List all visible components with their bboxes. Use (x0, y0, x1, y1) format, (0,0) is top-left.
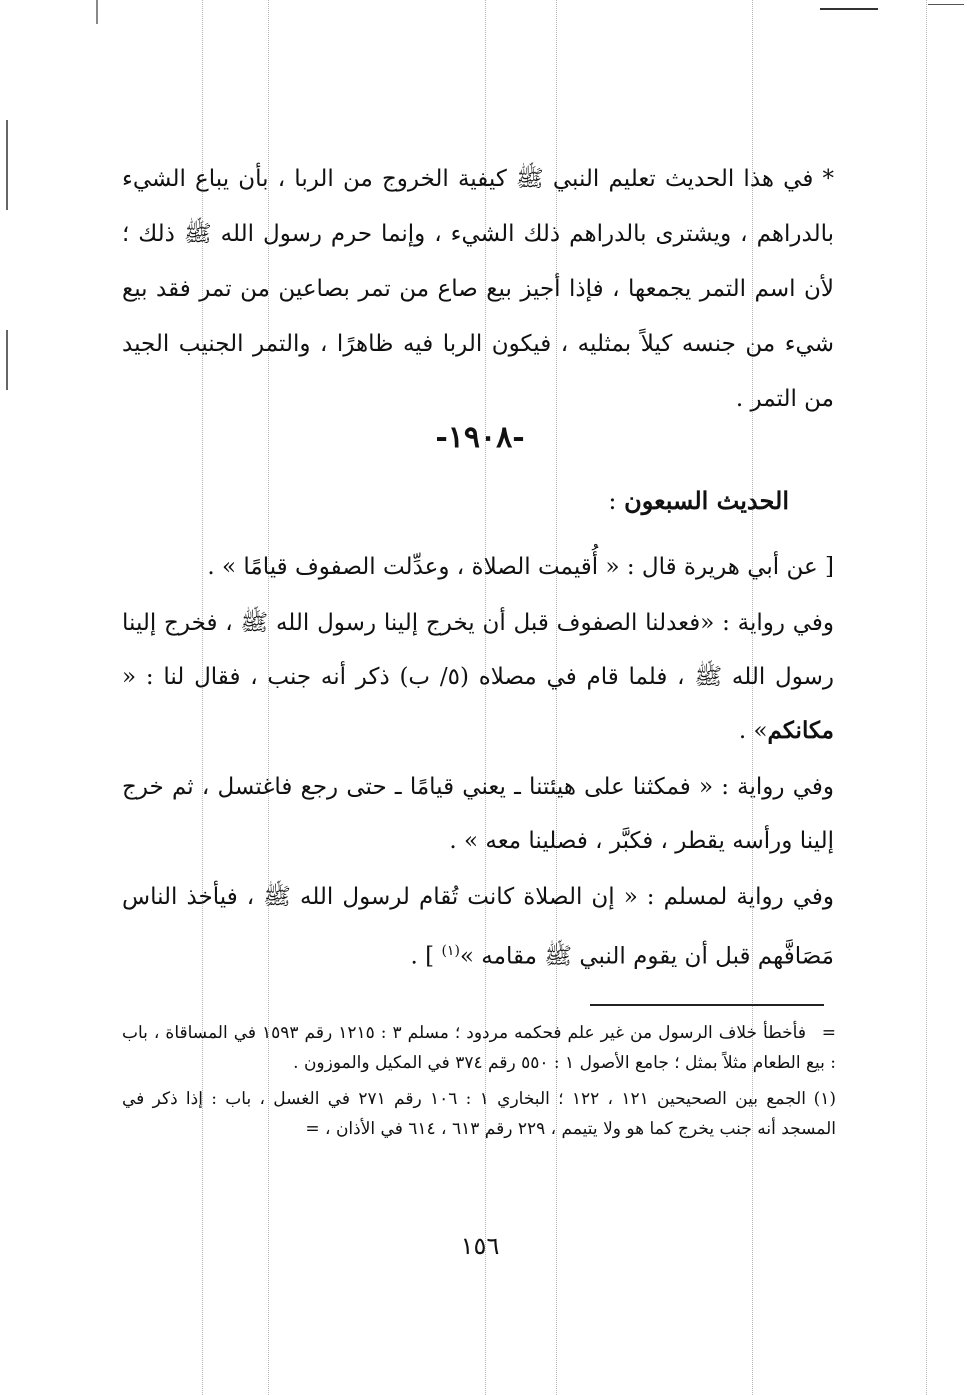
edge-mark (6, 330, 8, 390)
commentary-text: في هذا الحديث تعليم النبي ﷺ كيفية الخروج من الربا ، بأن يباع الشيء بالدراهم ، ويشترى بالدراهم ذلك الشيء ، وإنما حرم رسول الله ﷺ ذلك ؛ لأن اسم التمر يجمعها ، فإذا أجيز بيع صاع من تمر بصاعين من تمر فقد بيع شيء من جنسه كيلاً بمثليه ، فيكون الربا فيه ظاهرًا ، والتمر الجنيب الجيد من التمر . (122, 166, 834, 412)
hadith-heading-colon: : (608, 487, 625, 515)
hadith-text-block (122, 540, 834, 984)
hadith-heading (608, 486, 789, 515)
bullet-asterisk: * (822, 166, 834, 192)
hadith-heading-text: الحديث السبعون (624, 486, 789, 515)
footnote-1-mark: (١) (813, 1089, 836, 1109)
hadith-paragraph-2 (122, 596, 834, 758)
continuation-mark: = (821, 1023, 836, 1043)
paragraph-2-bold-word: مكانكم (767, 717, 834, 744)
footnote-continuation (122, 1018, 836, 1078)
footnote-1-text: الجمع بين الصحيحين ١٢١ ، ١٢٢ ؛ البخاري ١ : ١٠٦ رقم ٢٧١ في الغسل ، باب : إذا ذكر في المسجد أنه جنب يخرج كما هو ولا يتيمم ، ٢٢٩ رقم ٦١٣ ، ٦١٤ في الأذان ، = (122, 1089, 836, 1139)
footnote-continuation-text: فأخطأ خلاف الرسول من غير علم فحكمه مردود ؛ مسلم ٣ : ١٢١٥ رقم ١٥٩٣ في المساقاة ، باب : بيع الطعام مثلاً بمثل ؛ جامع الأصول ١ : ٥٥٠ رقم ٣٧٤ في المكيل والموزون . (122, 1023, 836, 1073)
edge-mark (96, 0, 98, 24)
page-number: ١٥٦ (460, 1232, 500, 1260)
edge-mark (820, 8, 878, 10)
hadith-paragraph-4 (122, 870, 834, 984)
hadith-paragraph-3: وفي رواية : « فمكثنا على هيئتنا ـ يعني قيامًا ـ حتى رجع فاغتسل ، ثم خرج إلينا ورأسه يقطر ، فكبَّر ، فصلينا معه » . (122, 774, 834, 854)
scan-line (926, 0, 927, 1395)
paragraph-2-end: » . (738, 718, 768, 744)
footnote-reference: (١) (441, 943, 460, 959)
commentary-paragraph (122, 152, 834, 427)
edge-mark (6, 120, 8, 210)
footnotes-block (122, 1018, 836, 1150)
hadith-paragraph-1: [ عن أبي هريرة قال : « أُقيمت الصلاة ، وعدِّلت الصفوف قيامًا » . (207, 554, 834, 580)
paragraph-2-text: وفي رواية : «فعدلنا الصفوف قبل أن يخرج إلينا رسول الله ﷺ ، فخرج إلينا رسول الله ﷺ ، فلما قام في مصلاه (٥/ ب) ذكر أنه جنب ، فقال لنا : « (122, 610, 834, 690)
edge-mark (928, 4, 964, 5)
commentary-block (122, 152, 834, 427)
footnote-separator (590, 1004, 824, 1006)
paragraph-4-text: وفي رواية لمسلم : « إن الصلاة كانت تُقام لرسول الله ﷺ ، فيأخذ الناس مَصَافَّهم قبل أن يقوم النبي ﷺ مقامه » (122, 884, 834, 970)
footnote-1 (122, 1084, 836, 1144)
paragraph-4-end: ] . (410, 943, 442, 970)
hadith-number: -١٩٠٨- (435, 420, 525, 455)
